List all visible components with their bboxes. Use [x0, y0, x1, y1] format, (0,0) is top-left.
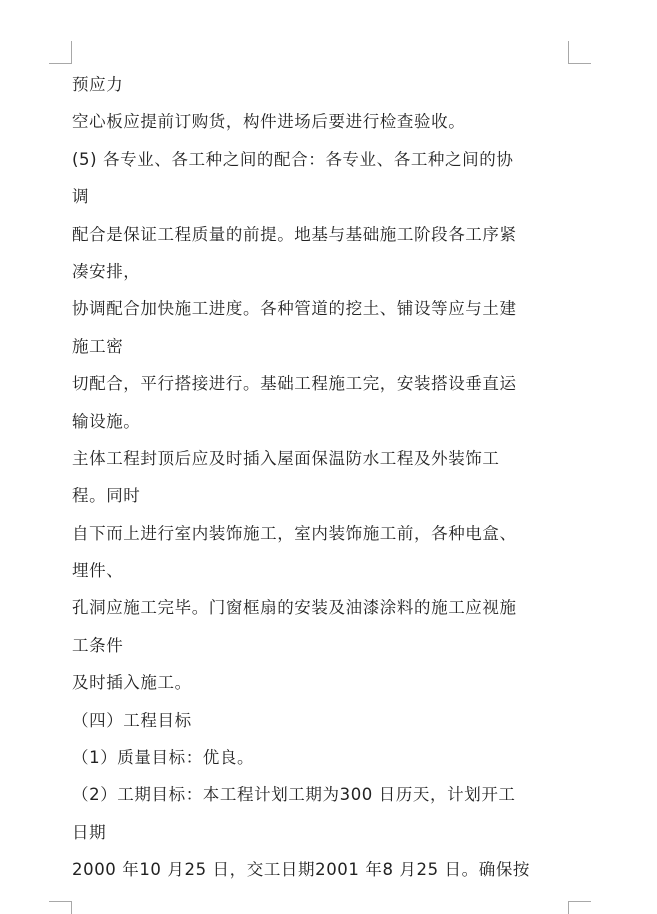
section-heading: （四）工程目标 — [72, 710, 192, 730]
document-body — [72, 66, 572, 889]
text-line: （1）质量目标：优良。 — [72, 748, 255, 768]
text-line: 预应力 — [72, 75, 124, 94]
text-line: （2）工期目标：本工程计划工期为300 日历天，计划开工 — [72, 785, 516, 805]
text-line: 输设施。 — [72, 411, 141, 431]
text-line: 主体工程封顶后应及时插入屋面保温防水工程及外装饰工 — [72, 448, 500, 468]
text-line: 及时插入施工。 — [72, 673, 192, 693]
text-line: 孔洞应施工完毕。门窗框扇的安装及油漆涂料的施工应视施 — [72, 598, 517, 618]
text-line: 配合是保证工程质量的前提。地基与基础施工阶段各工序紧 — [72, 224, 517, 244]
text-line: 凑安排， — [72, 261, 141, 281]
text-line: 协调配合加快施工进度。各种管道的挖土、铺设等应与土建 — [72, 299, 517, 319]
text-line: 工条件 — [72, 635, 124, 655]
text-line: 埋件、 — [72, 561, 124, 581]
crop-mark-top-left — [49, 41, 72, 64]
text-line: 切配合，平行搭接进行。基础工程施工完，安装搭设垂直运 — [72, 374, 517, 394]
text-line: 日期 — [72, 822, 107, 842]
text-line: 2000 年10 月25 日，交工日期2001 年8 月25 日。确保按 — [72, 860, 531, 880]
text-line: 空心板应提前订购货，构件进场后要进行检查验收。 — [72, 112, 466, 132]
text-line: 程。同时 — [72, 486, 141, 506]
crop-mark-bottom-left — [49, 901, 72, 914]
text-line: 自下而上进行室内装饰施工，室内装饰施工前，各种电盒、 — [72, 523, 517, 543]
text-line: 调 — [72, 187, 90, 207]
crop-mark-top-right — [568, 41, 591, 64]
text-line: (5) 各专业、各工种之间的配合：各专业、各工种之间的协 — [72, 149, 514, 169]
text-line: 施工密 — [72, 336, 124, 356]
crop-mark-bottom-right — [568, 901, 591, 914]
